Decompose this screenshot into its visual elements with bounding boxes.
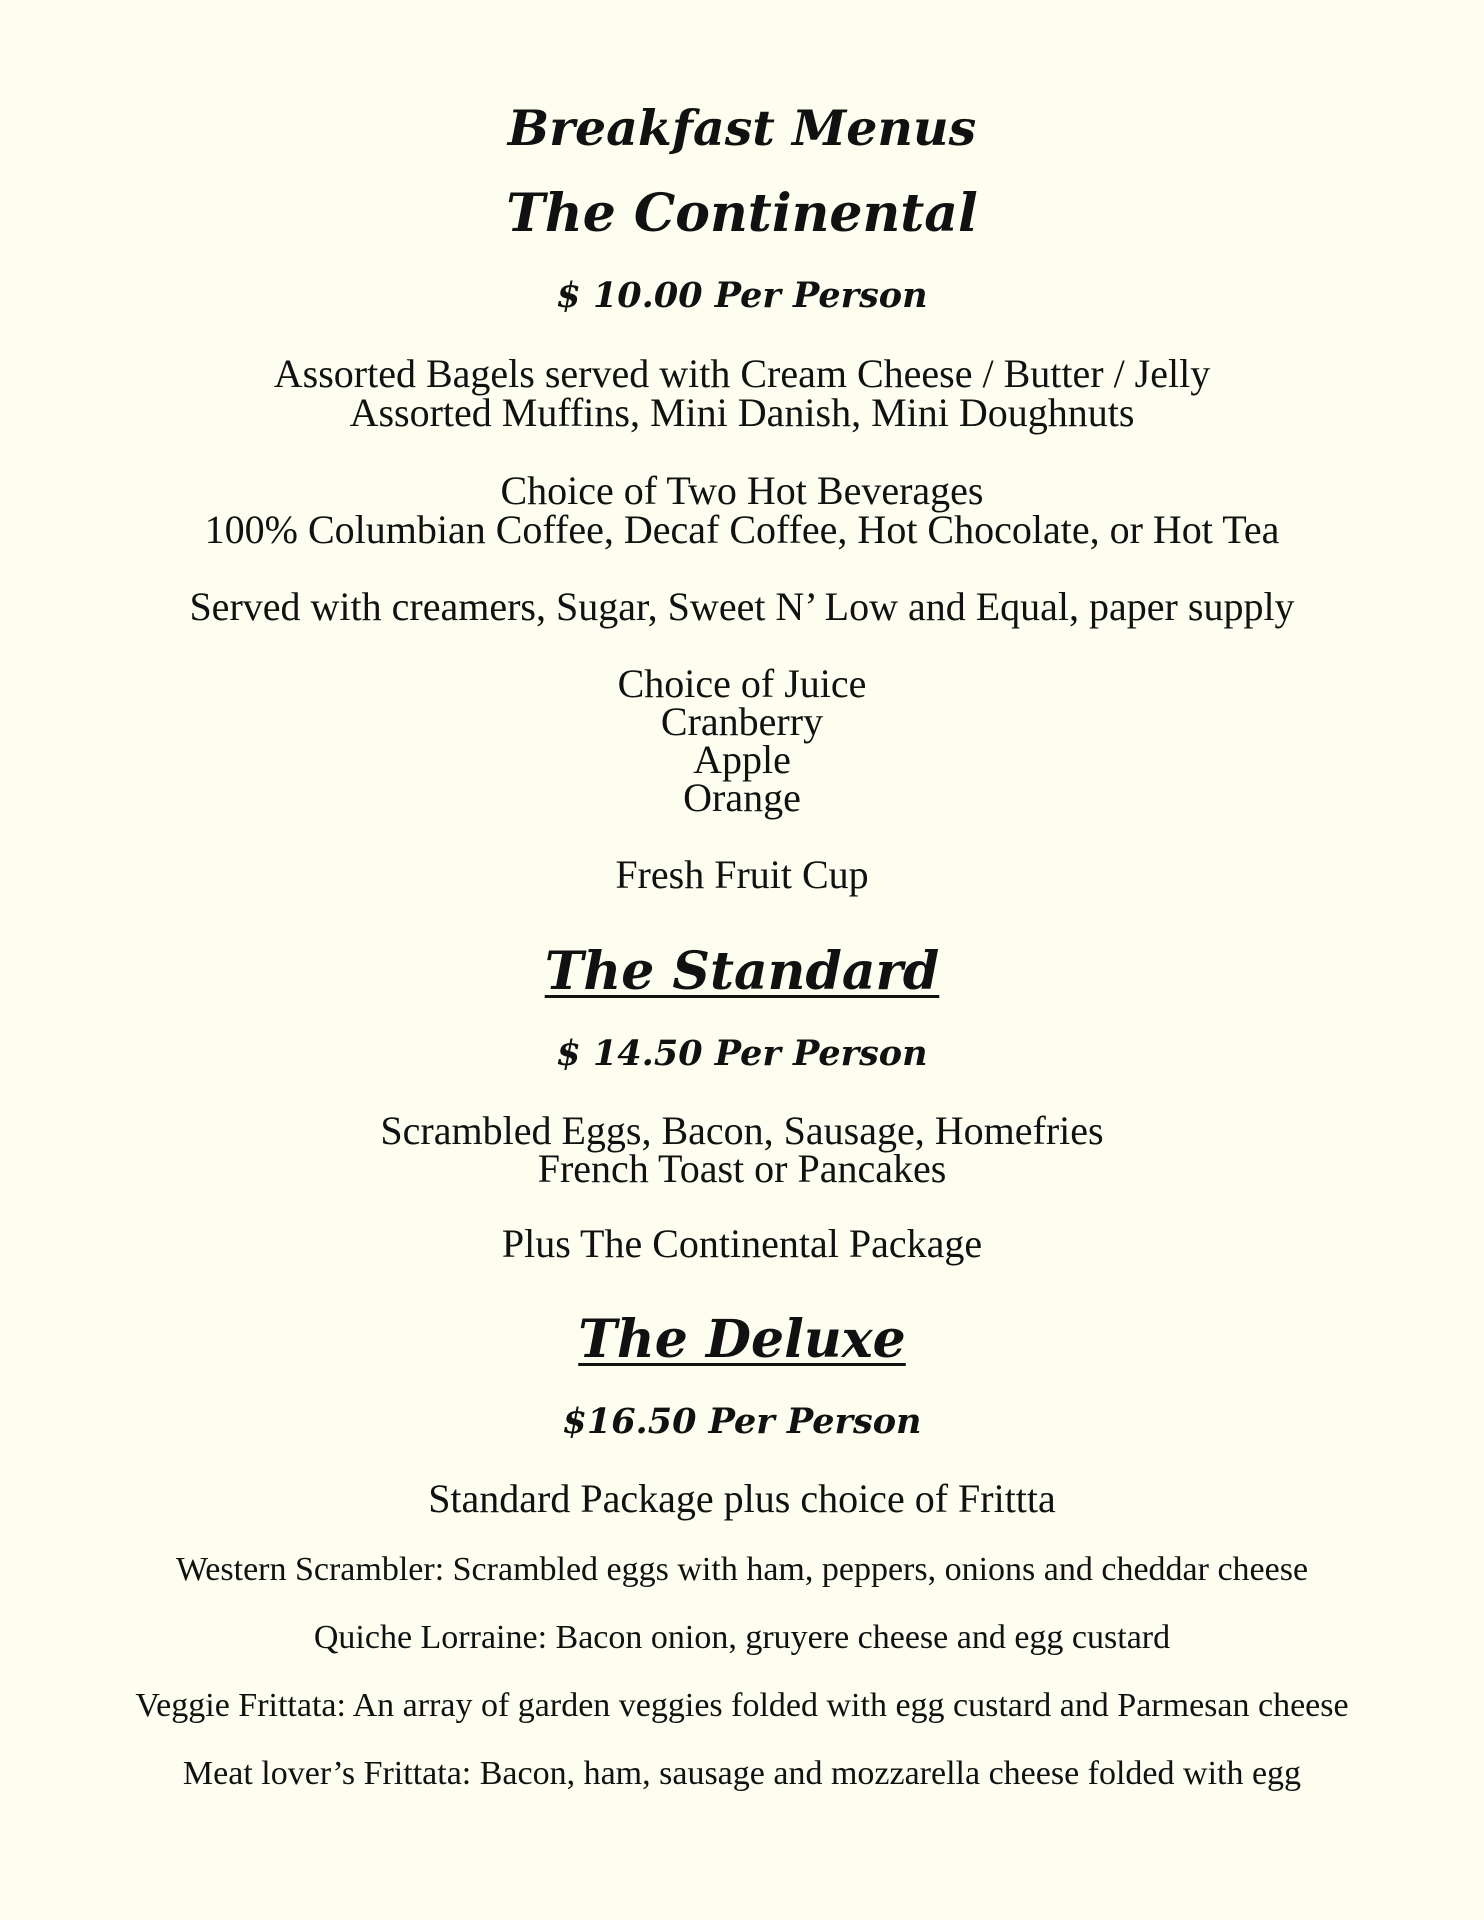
menu-line: Choice of Juice [617, 661, 867, 706]
frittata-item: Meat lover’s Frittata: Bacon, ham, sausage and mozzarella cheese folded with egg [182, 1755, 1302, 1792]
menu-line: Cranberry [660, 699, 824, 744]
menu-line: French Toast or Pancakes [537, 1146, 947, 1191]
price-standard: $ 14.50 Per Person [556, 1033, 928, 1074]
menu-line: Scrambled Eggs, Bacon, Sausage, Homefries [380, 1108, 1104, 1153]
menu-line: 100% Columbian Coffee, Decaf Coffee, Hot Chocolate, or Hot Tea [204, 507, 1280, 552]
menu-line: Served with creamers, Sugar, Sweet N’ Low and Equal, paper supply [189, 584, 1295, 629]
price-deluxe: $16.50 Per Person [562, 1401, 922, 1442]
page-title: Breakfast Menus [507, 99, 977, 157]
menu-line: Standard Package plus choice of Frittta [428, 1476, 1056, 1521]
menu-line: Plus The Continental Package [501, 1221, 983, 1266]
frittata-item: Quiche Lorraine: Bacon onion, gruyere cheese and egg custard [313, 1619, 1171, 1656]
menu-line: Fresh Fruit Cup [615, 852, 869, 897]
menu-line: Assorted Bagels served with Cream Cheese / Butter / Jelly [273, 351, 1211, 396]
price-continental: $ 10.00 Per Person [556, 275, 928, 316]
menu-line: Apple [693, 737, 791, 782]
menu-line: Choice of Two Hot Beverages [500, 468, 984, 513]
frittata-item: Veggie Frittata: An array of garden veggies folded with egg custard and Parmesan cheese [135, 1687, 1349, 1724]
menu-line: Orange [683, 775, 801, 820]
section-title-deluxe: The Deluxe [578, 1309, 906, 1370]
section-title-continental: The Continental [506, 183, 978, 244]
frittata-item: Western Scrambler: Scrambled eggs with ham, peppers, onions and cheddar cheese [175, 1551, 1309, 1588]
menu-line: Assorted Muffins, Mini Danish, Mini Doughnuts [349, 390, 1135, 435]
section-title-standard: The Standard [544, 941, 940, 1002]
